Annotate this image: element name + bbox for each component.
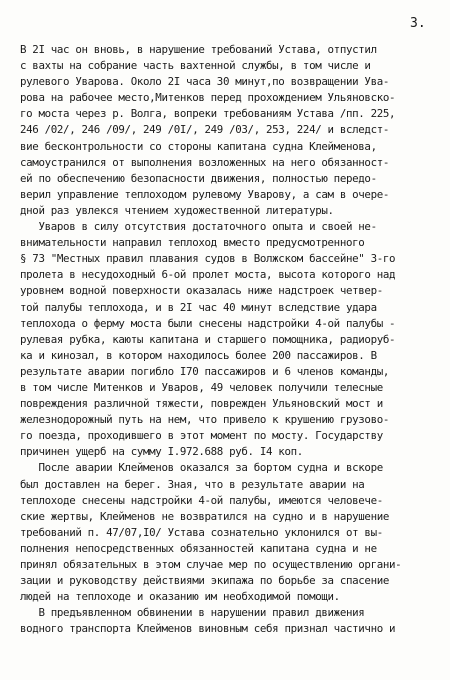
page-number: 3. xyxy=(410,16,426,31)
text-line: верил управление теплоходом рулевому Уварову, а сам в очере- xyxy=(20,187,390,201)
text-line: Уваров в силу отсутствия достаточного опыта и своей не- xyxy=(20,220,377,234)
document-body xyxy=(20,42,450,637)
text-line: рулевая рубка, каюты капитана и старшего помощника, радиоруб- xyxy=(20,332,396,346)
text-line: ей по обеспечению безопасности движения, полностью передо- xyxy=(20,171,377,185)
text-line: той палубы теплохода, и в 2I час 40 минут вследствие удара xyxy=(20,300,377,314)
text-line: самоустранился от выполнения возложенных на него обязанност- xyxy=(20,155,390,169)
text-line: го поезда, проходившего в этот момент по мосту. Государству xyxy=(20,429,383,443)
text-line: рулевого Уварова. Около 2I часа 30 минут,по возвращении Ува- xyxy=(20,75,390,89)
text-line: В предъявленном обвинении в нарушении правил движения xyxy=(20,606,365,620)
text-line: 246 /02/, 246 /09/, 249 /0I/, 249 /03/, 253, 224/ и вследст- xyxy=(20,123,390,137)
text-line: В 2I час он вновь, в нарушение требований Устава, отпустил xyxy=(20,43,377,56)
text-line: причинен ущерб на сумму I.972.688 руб. I4 коп. xyxy=(20,445,303,459)
text-line: железнодорожный путь на нем, что привело к крушению грузово- xyxy=(20,413,390,427)
text-line: го моста через р. Волга, вопреки требованиям Устава /пп. 225, xyxy=(20,107,396,121)
text-line: дной раз увлекся чтением художественной литературы. xyxy=(20,203,334,217)
text-line: в том числе Митенков и Уваров, 49 человек получили телесные xyxy=(20,380,383,394)
text-line: теплохода о ферму моста были снесены надстройки 4-ой палубы - xyxy=(20,316,396,330)
text-line: требований п. 47/07,I0/ Устава сознательно уклонился от вы- xyxy=(20,525,383,539)
text-line: принял обязательных в этом случае мер по осуществлению органи- xyxy=(20,558,402,571)
text-line: § 73 "Местных правил плавания судов в Волжском бассейне" 3-го xyxy=(20,252,396,266)
text-line: результате аварии погибло I70 пассажиров и 6 членов команды, xyxy=(20,364,390,378)
text-line: был доставлен на берег. Зная, что в результате аварии на xyxy=(20,477,365,491)
text-line: рова на рабочее место,Митенков перед прохождением Ульяновско- xyxy=(20,91,396,105)
text-line: вие бесконтрольности со стороны капитана судна Клейменова, xyxy=(20,139,377,153)
text-line: уровнем водной поверхности оказалась ниже надстроек четвер- xyxy=(20,284,383,298)
text-line: людей на теплоходе и оказанию им необходимой помощи. xyxy=(20,590,340,604)
text-line: повреждения различной тяжести, поврежден Ульяновский мост и xyxy=(20,397,383,411)
text-line: внимательности направил теплоход вместо предусмотренного xyxy=(20,236,365,250)
text-line: пролета в несудоходный 6-ой пролет моста, высота которого над xyxy=(20,268,396,282)
text-line: зации и руководству действиями экипажа по борьбе за спасение xyxy=(20,574,390,588)
text-line: После аварии Клейменов оказался за бортом судна и вскоре xyxy=(20,461,383,475)
text-line: ка и кинозал, в котором находилось более 200 пассажиров. В xyxy=(20,348,377,362)
text-line: теплоходе снесены надстройки 4-ой палубы, имеются человече- xyxy=(20,493,383,507)
text-line: полнения непосредственных обязанностей капитана судна и не xyxy=(20,541,377,555)
text-line: ские жертвы, Клейменов не возвратился на судно и в нарушение xyxy=(20,509,390,523)
text-line: с вахты на собрание часть вахтенной службы, в том числе и xyxy=(20,59,371,73)
text-line: водного транспорта Клейменов виновным себя признал частично и xyxy=(20,622,396,636)
